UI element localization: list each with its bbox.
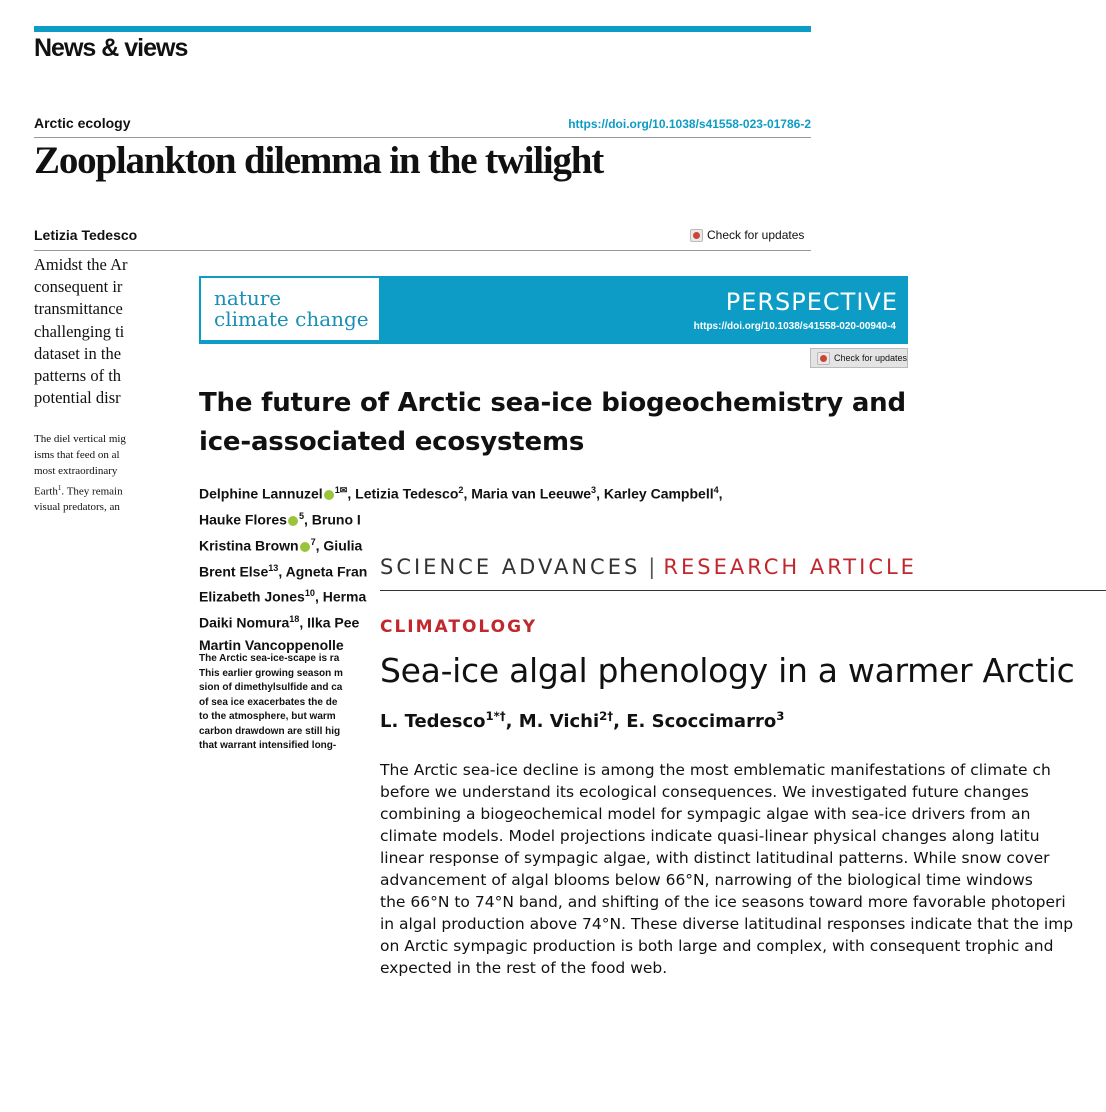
orcid-icon[interactable] [324, 490, 334, 500]
affiliation-sup: 3 [591, 485, 597, 495]
author-name[interactable]: , M. Vichi [505, 711, 600, 732]
sciadv-title: Sea-ice algal phenology in a warmer Arctic [380, 651, 1075, 690]
sciadv-header-separator: | [648, 555, 656, 579]
affiliation-sup: 3 [776, 709, 785, 723]
orcid-icon[interactable] [288, 516, 298, 526]
sciadv-abstract [380, 759, 1073, 979]
news-views-abstract [34, 254, 144, 409]
ncc-author-line [199, 479, 723, 505]
affiliation-sup: 18 [289, 614, 300, 625]
abstract-line: sion of dimethylsulfide and ca [199, 682, 343, 693]
abstract-line: expected in the rest of the food web. [380, 959, 668, 977]
ncc-abstract [199, 652, 343, 754]
author-name[interactable]: , Bruno I [304, 511, 361, 528]
body-text: Earth [34, 485, 58, 498]
abstract-line: before we understand its ecological consequences. We investigated future changes [380, 783, 1029, 801]
author-name[interactable]: , E. Scoccimarro [613, 711, 777, 732]
ncc-title [199, 384, 906, 462]
affiliation-sup: 5 [298, 510, 304, 521]
news-views-title: Zooplankton dilemma in the twilight [34, 139, 604, 182]
body-line: isms that feed on al [34, 449, 120, 462]
abstract-line: patterns of th [34, 366, 122, 386]
abstract-line: advancement of algal blooms below 66°N, narrowing of the biological time windows [380, 871, 1033, 889]
abstract-line: in algal production above 74°N. These diverse latitudinal responses indicate that the imp [380, 915, 1074, 933]
news-views-category: Arctic ecology [34, 115, 131, 131]
affiliation-sup: 2 [458, 485, 464, 495]
sciadv-header-rule [380, 590, 1106, 591]
sciadv-author-list [380, 709, 784, 732]
author-name[interactable]: , Maria van Leeuwe [463, 485, 592, 502]
abstract-line: Amidst the Ar [34, 255, 128, 274]
news-views-doi-link[interactable]: https://doi.org/10.1038/s41558-023-01786-2 [568, 117, 811, 131]
abstract-line: This earlier growing season m [199, 667, 343, 679]
body-text: . They remain [61, 485, 123, 498]
author-name[interactable]: Delphine Lannuzel [199, 485, 323, 502]
abstract-line: transmittance [34, 299, 123, 319]
sciadv-article-type: RESEARCH ARTICLE [663, 555, 917, 579]
news-views-accent-bar [34, 26, 811, 32]
ncc-article-type: PERSPECTIVE [725, 288, 898, 316]
author-name[interactable]: , Giulia [315, 537, 363, 554]
author-separator: , [718, 485, 723, 502]
ncc-title-line: ice-associated ecosystems [199, 427, 585, 457]
ncc-author-line [199, 505, 723, 531]
abstract-line: on Arctic sympagic production is both large and complex, with consequent trophic and [380, 937, 1054, 955]
ncc-logo-line1: nature [214, 286, 282, 310]
author-name[interactable]: , Ilka Pee [299, 614, 360, 631]
abstract-line: consequent ir [34, 277, 123, 297]
abstract-line: potential disr [34, 388, 121, 408]
affiliation-sup: 10 [304, 588, 315, 599]
ncc-doi-link[interactable]: https://doi.org/10.1038/s41558-020-00940-4 [693, 321, 896, 332]
author-name[interactable]: Elizabeth Jones [199, 589, 305, 606]
author-name[interactable]: , Agneta Fran [278, 563, 368, 580]
author-name[interactable]: Martin Vancoppenolle [199, 637, 344, 654]
abstract-line: linear response of sympagic algae, with distinct latitudinal patterns. While snow cover [380, 849, 1050, 867]
affiliation-sup: 13 [268, 562, 279, 573]
affiliation-sup: 1*† [485, 709, 506, 723]
author-name[interactable]: , Karley Campbell [596, 485, 714, 502]
abstract-line: The Arctic sea-ice-scape is ra [199, 653, 340, 664]
news-views-check-updates-button[interactable] [690, 228, 804, 242]
body-line: most extraordinary [34, 465, 118, 478]
affiliation-sup: 7 [310, 536, 316, 547]
check-updates-label: Check for updates [833, 353, 907, 363]
news-views-body-text [34, 431, 144, 516]
abstract-line: dataset in the [34, 343, 122, 363]
abstract-line: that warrant intensified long- [199, 740, 337, 751]
sciadv-subject: CLIMATOLOGY [380, 617, 538, 637]
orcid-icon[interactable] [300, 542, 310, 552]
author-name[interactable]: L. Tedesco [380, 711, 486, 732]
abstract-line: The Arctic sea-ice decline is among the most emblematic manifestations of climate ch [380, 761, 1051, 779]
affiliation-sup: 4 [713, 485, 719, 495]
sciadv-journal-name: SCIENCE ADVANCES [380, 555, 641, 579]
abstract-line: to the atmosphere, but warm [199, 711, 336, 722]
body-line: visual predators, an [34, 501, 120, 514]
news-views-section-heading: News & views [34, 34, 188, 62]
ncc-check-updates-button[interactable] [810, 348, 908, 368]
author-name[interactable]: Daiki Nomura [199, 614, 290, 631]
check-updates-icon [690, 229, 703, 242]
news-views-author: Letizia Tedesco [34, 227, 138, 243]
sciadv-header [380, 555, 917, 579]
abstract-line: climate models. Model projections indicate quasi-linear physical changes along latitu [380, 827, 1040, 845]
affiliation-sup: 2† [599, 709, 614, 723]
ncc-logo-line2: climate change [214, 307, 369, 331]
body-line: The diel vertical mig [34, 433, 126, 445]
abstract-line: carbon drawdown are still hig [199, 725, 341, 737]
check-updates-label: Check for updates [707, 228, 805, 242]
news-views-rule-author [34, 250, 811, 251]
abstract-line: the 66°N to 74°N band, and shifting of the ice seasons toward more favorable photoperi [380, 893, 1066, 911]
abstract-line: of sea ice exacerbates the de [199, 696, 338, 708]
abstract-line: challenging ti [34, 321, 125, 341]
author-name[interactable]: Hauke Flores [199, 511, 287, 528]
reference-link[interactable]: 1 [57, 483, 62, 492]
body-line [34, 480, 144, 500]
author-name[interactable]: Kristina Brown [199, 537, 299, 554]
author-name[interactable]: , Letizia Tedesco [347, 485, 459, 502]
abstract-line: combining a biogeochemical model for sympagic algae with sea-ice drivers from an [380, 805, 1031, 823]
ncc-logo [201, 278, 379, 340]
author-name[interactable]: Brent Else [199, 563, 269, 580]
ncc-banner [199, 276, 908, 344]
ncc-title-line: The future of Arctic sea-ice biogeochemistry and [199, 388, 906, 418]
sciadv-paper-page [368, 540, 1106, 1112]
affiliation-sup: 1✉ [334, 485, 348, 495]
check-updates-icon [817, 352, 830, 365]
author-name[interactable]: , Herma [314, 589, 367, 606]
